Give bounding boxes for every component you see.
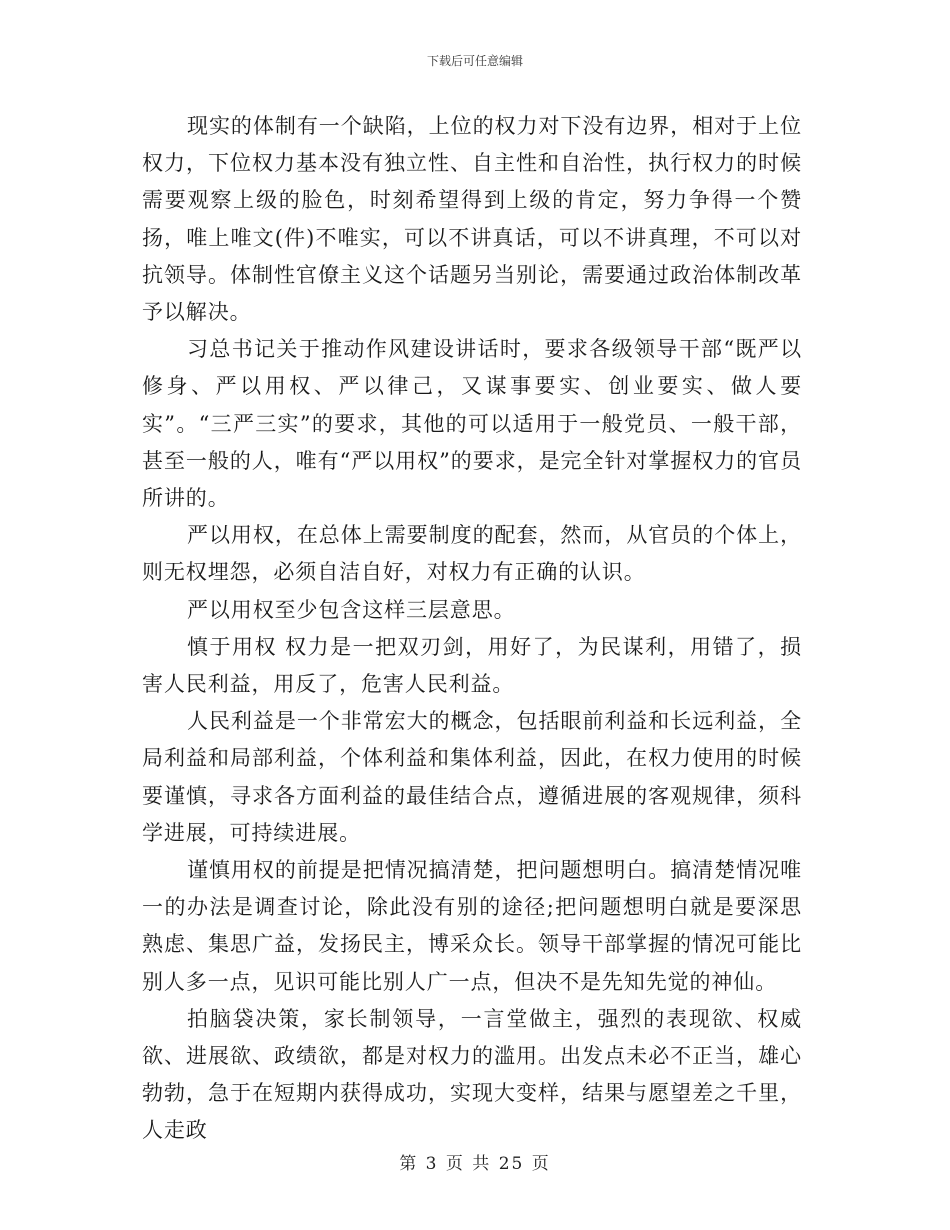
page-header: 下载后可任意编辑 (426, 54, 523, 68)
paragraph: 慎于用权 权力是一把双刃剑，用好了，为民谋利，用错了，损害人民利益，用反了，危害人民利益。 (142, 634, 802, 697)
document-body (142, 108, 802, 1150)
paragraph: 谨慎用权的前提是把情况搞清楚，把问题想明白。搞清楚情况唯一的办法是调查讨论，除此没有别的途径;把问题想明白就是要深思熟虑、集思广益，发扬民主，博采众长。领导干部掌握的情况可能比别人多一点，见识可能比别人广一点，但决不是先知先觉的神仙。 (142, 858, 802, 994)
paragraph: 严以用权，在总体上需要制度的配套，然而，从官员的个体上，则无权埋怨，必须自洁自好，对权力有正确的认识。 (142, 523, 802, 585)
paragraph: 严以用权至少包含这样三层意思。 (187, 597, 516, 622)
paragraph: 拍脑袋决策，家长制领导，一言堂做主，强烈的表现欲、权威欲、进展欲、政绩欲，都是对权力的滥用。出发点未必不正当，雄心勃勃，急于在短期内获得成功，实现大变样，结果与愿望差之千里，人走政 (142, 1006, 802, 1143)
page-number-footer: 第 3 页 共 25 页 (399, 1154, 551, 1174)
paragraph: 现实的体制有一个缺陷，上位的权力对下没有边界，相对于上位权力，下位权力基本没有独立性、自主性和自治性，执行权力的时候需要观察上级的脸色，时刻希望得到上级的肯定，努力争得一个赞扬，唯上唯文(件)不唯实，可以不讲真话，可以不讲真理，不可以对抗领导。体制性官僚主义这个话题另当别论，需要通过政治体制改革予以解决。 (142, 114, 802, 325)
paragraph: 人民利益是一个非常宏大的概念，包括眼前利益和长远利益，全局利益和局部利益，个体利益和集体利益，因此，在权力使用的时候要谨慎，寻求各方面利益的最佳结合点，遵循进展的客观规律，须科学进展，可持续进展。 (142, 709, 802, 845)
paragraph: 习总书记关于推动作风建设讲话时，要求各级领导干部“既严以修身、严以用权、严以律己，又谋事要实、创业要实、做人要实”。“三严三实”的要求，其他的可以适用于一般党员、一般干部，甚至一般的人，唯有“严以用权”的要求，是完全针对掌握权力的官员所讲的。 (142, 337, 802, 511)
